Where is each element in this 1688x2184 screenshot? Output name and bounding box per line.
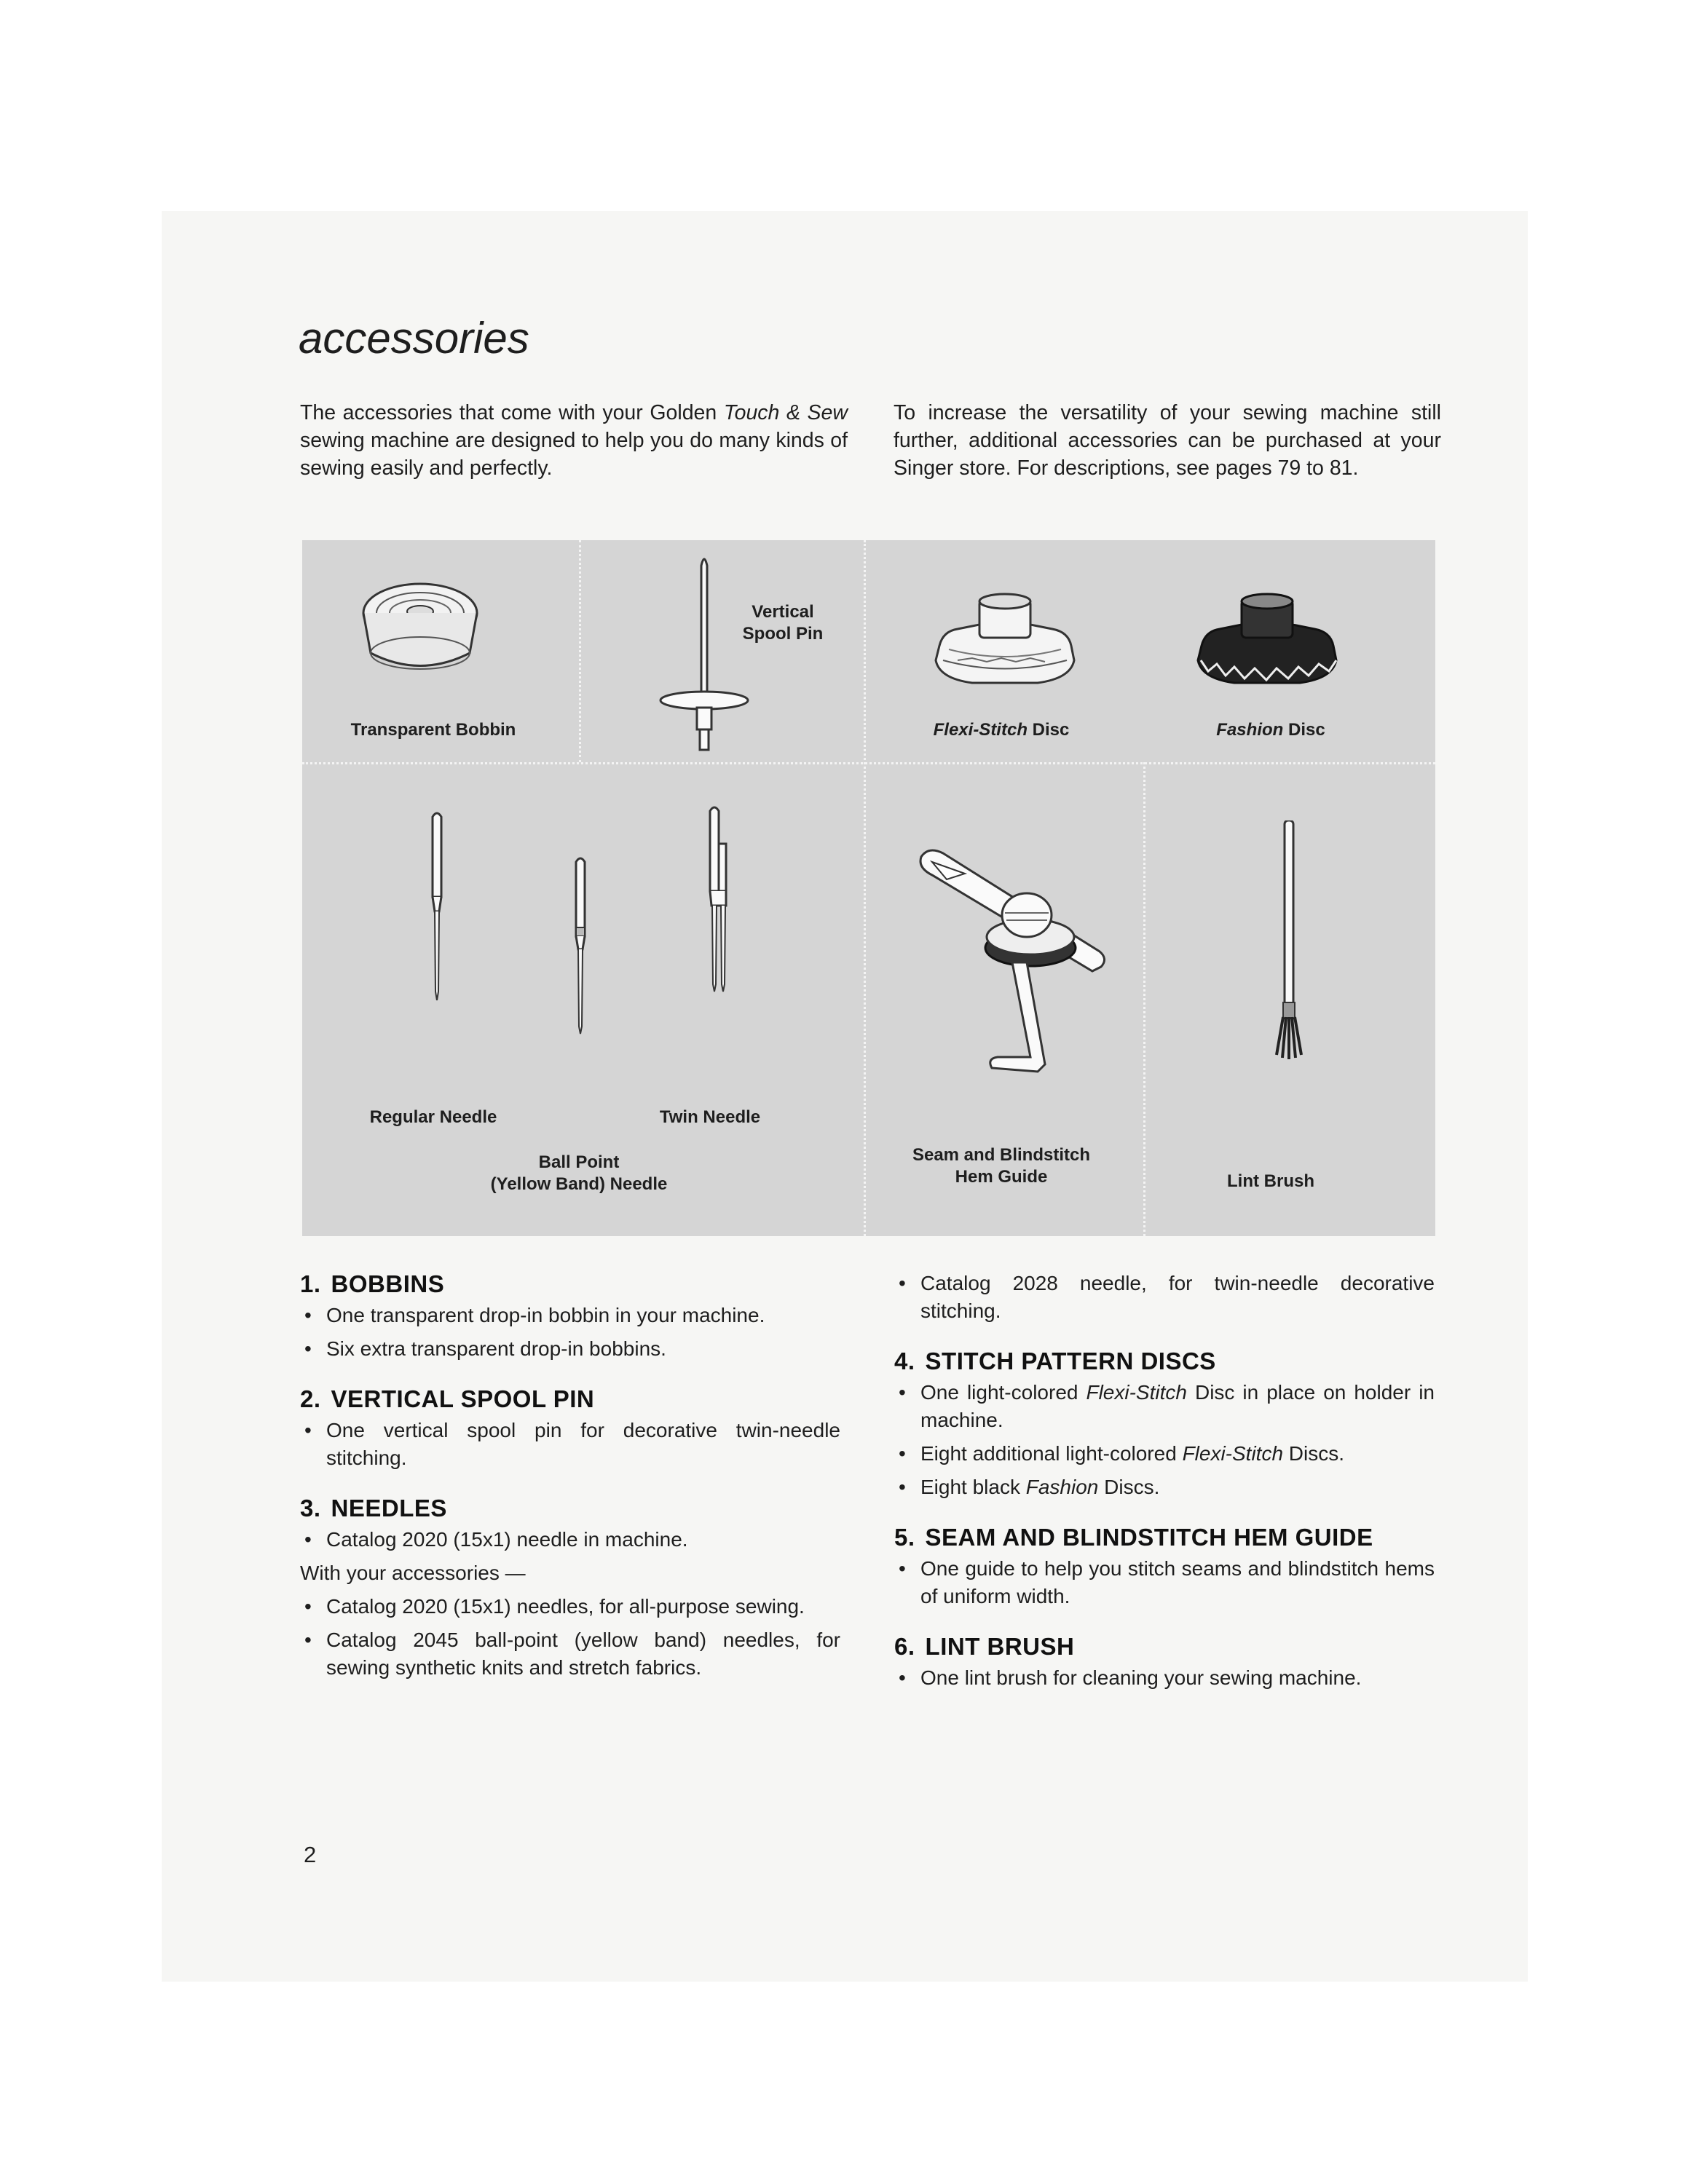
vertical-spool-pin-icon [659, 551, 761, 762]
hem-guide-list [894, 1555, 1435, 1610]
needles-list-continued [894, 1270, 1435, 1325]
page-title: accessories [299, 314, 529, 363]
section-hem-guide [894, 1523, 1435, 1610]
section-title: SEAM AND BLINDSTITCH HEM GUIDE [925, 1524, 1373, 1551]
list-item: • One lint brush for cleaning your sewing machine. [894, 1664, 1435, 1692]
section-heading-hem-guide [894, 1523, 1435, 1552]
label-ball-point-line2: (Yellow Band) Needle [490, 1174, 668, 1194]
label-transparent-bobbin: Transparent Bobbin [350, 720, 516, 740]
bobbins-list [300, 1302, 840, 1363]
item-text: Discs. [1098, 1476, 1160, 1498]
item-text: Eight black [920, 1476, 1026, 1498]
label-vertical-spool-pin-line1: Vertical [752, 602, 814, 622]
section-title: BOBBINS [331, 1270, 445, 1297]
label-twin-needle: Twin Needle [659, 1107, 761, 1127]
label-ball-point-line1: Ball Point [538, 1152, 620, 1172]
section-bobbins [300, 1270, 840, 1363]
label-regular-needle: Regular Needle [369, 1107, 497, 1127]
needles-list-machine [300, 1526, 840, 1554]
section-number: 5. [894, 1524, 915, 1551]
label-seam-blindstitch-hem-guide [885, 1144, 1118, 1188]
label-vertical-spool-pin-line2: Spool Pin [742, 624, 824, 644]
label-seam-guide-line2: Hem Guide [955, 1167, 1048, 1187]
section-title: STITCH PATTERN DISCS [925, 1348, 1216, 1374]
divider-v2 [864, 540, 866, 1236]
list-item: • One vertical spool pin for decorative twin-needle stitching. [300, 1417, 840, 1472]
intro-left-text-a: The accessories that come with your Golden [300, 401, 724, 424]
list-item: • Catalog 2028 needle, for twin-needle decorative stitching. [894, 1270, 1435, 1325]
discs-list [894, 1379, 1435, 1501]
label-fashion-disc [1176, 719, 1365, 741]
list-item: • Catalog 2045 ball-point (yellow band) needles, for sewing synthetic knits and stretch fabrics. [300, 1626, 840, 1682]
intro-left-paragraph [300, 399, 848, 482]
label-flexi-stitch-disc [907, 719, 1096, 741]
page-number: 2 [304, 1842, 317, 1867]
label-fashion-rest: Disc [1283, 720, 1325, 740]
intro-right-paragraph: To increase the versatility of your sewing machine still further, additional accessories can be purchased at your Singer store. For descriptions, see pages 79 to 81. [894, 401, 1441, 480]
section-heading-stitch-pattern-discs [894, 1347, 1435, 1376]
regular-needle-icon [426, 810, 448, 1002]
section-number: 6. [894, 1633, 915, 1660]
left-column [300, 1270, 840, 1704]
list-item: • Catalog 2020 (15x1) needle in machine. [300, 1526, 840, 1554]
divider-h1 [302, 762, 1435, 764]
section-number: 2. [300, 1385, 321, 1412]
label-fashion-italic: Fashion [1216, 720, 1284, 740]
right-column [894, 1270, 1435, 1714]
section-title: NEEDLES [331, 1495, 447, 1522]
section-heading-vertical-spool-pin [300, 1385, 840, 1414]
label-flexi-stitch-italic: Flexi-Stitch [933, 720, 1028, 740]
list-item: • One transparent drop-in bobbin in your machine. [300, 1302, 840, 1329]
item-text: Eight additional light-colored [920, 1442, 1183, 1465]
with-accessories-text: With your accessories — [300, 1562, 526, 1584]
flexi-stitch-disc-icon [928, 591, 1081, 693]
section-stitch-pattern-discs [894, 1347, 1435, 1501]
list-item [894, 1379, 1435, 1434]
label-ball-point-needle [448, 1152, 710, 1195]
section-number: 1. [300, 1270, 321, 1297]
item-italic: Flexi-Stitch [1182, 1442, 1284, 1465]
accessories-illustration-panel [302, 540, 1435, 1236]
section-needles [300, 1494, 840, 1682]
fashion-disc-icon [1191, 591, 1344, 693]
twin-needle-icon [703, 804, 739, 997]
needles-list-accessories [300, 1593, 840, 1682]
lint-brush-icon [1271, 820, 1307, 1061]
section-number: 3. [300, 1495, 321, 1522]
label-flexi-stitch-rest: Disc [1027, 720, 1070, 740]
list-item: • Six extra transparent drop-in bobbins. [300, 1335, 840, 1363]
intro-left-italic: Touch & Sew [723, 401, 848, 424]
section-number: 4. [894, 1348, 915, 1374]
divider-v1 [579, 540, 581, 762]
section-title: LINT BRUSH [925, 1633, 1075, 1660]
list-item [894, 1440, 1435, 1468]
section-heading-lint-brush [894, 1632, 1435, 1661]
transparent-bobbin-icon [360, 580, 481, 682]
list-item: • One guide to help you stitch seams and blindstitch hems of uniform width. [894, 1555, 1435, 1610]
item-text: Discs. [1283, 1442, 1345, 1465]
item-text: One light-colored [920, 1381, 1086, 1404]
divider-v3 [1143, 762, 1145, 1236]
list-item: • Catalog 2020 (15x1) needles, for all-purpose sewing. [300, 1593, 840, 1621]
item-italic: Flexi-Stitch [1086, 1381, 1187, 1404]
section-lint-brush [894, 1632, 1435, 1692]
section-heading-needles [300, 1494, 840, 1523]
ball-point-needle-icon [569, 855, 591, 1037]
lint-brush-list [894, 1664, 1435, 1692]
item-italic: Fashion [1025, 1476, 1099, 1498]
section-title: VERTICAL SPOOL PIN [331, 1385, 595, 1412]
section-heading-bobbins [300, 1270, 840, 1299]
section-vertical-spool-pin [300, 1385, 840, 1472]
section-needles-continued [894, 1270, 1435, 1325]
label-lint-brush: Lint Brush [1227, 1171, 1314, 1191]
spool-pin-list [300, 1417, 840, 1472]
list-item [894, 1473, 1435, 1501]
intro-left-text-b: sewing machine are designed to help you do many kinds of sewing easily and perfectly. [300, 429, 848, 480]
label-seam-guide-line1: Seam and Blindstitch [912, 1145, 1091, 1165]
item-text: Disc in place on holder in machine. [920, 1381, 1435, 1431]
seam-blindstitch-hem-guide-icon [910, 846, 1121, 1086]
label-vertical-spool-pin [739, 601, 827, 645]
